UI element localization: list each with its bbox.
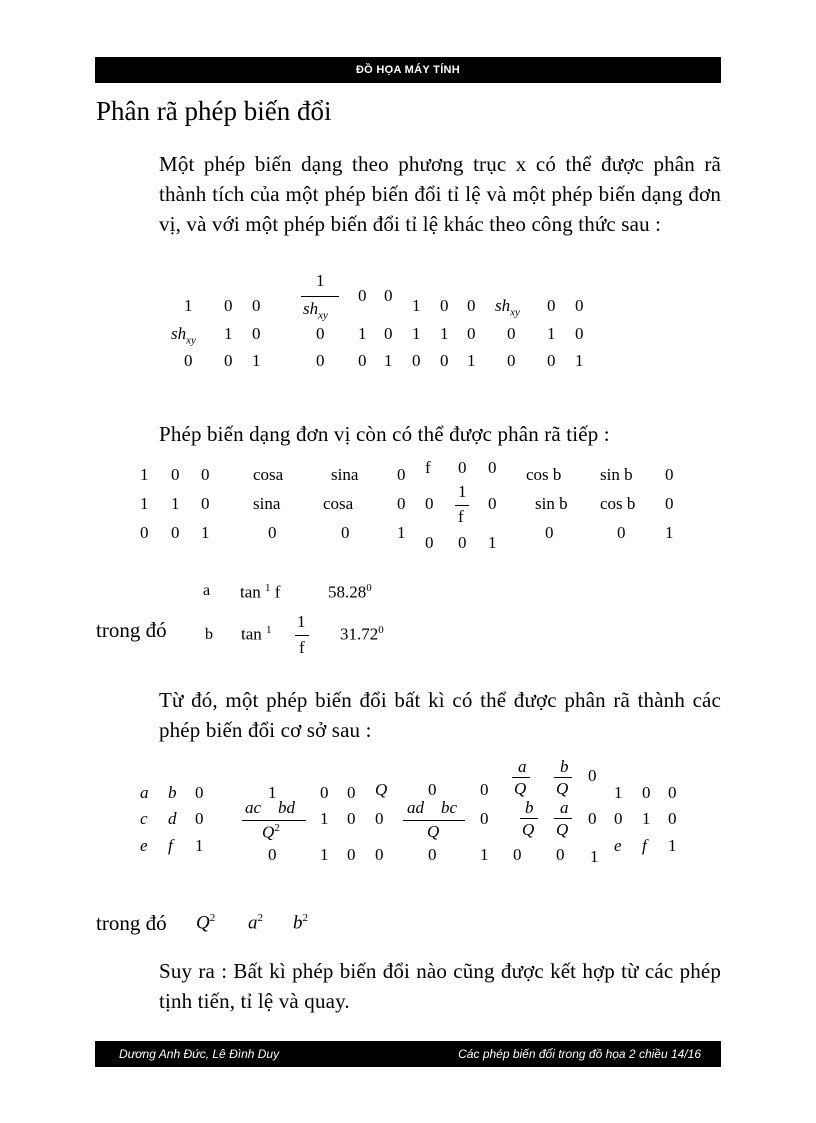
inverse-sup: 1	[265, 582, 271, 594]
m2-cell: 0	[358, 286, 367, 305]
m2-cell: 1	[320, 809, 329, 828]
m3-cell: 0	[480, 780, 489, 799]
m3-cell: 1	[412, 324, 421, 343]
fraction-bar	[295, 635, 309, 636]
exponent: 2	[302, 912, 308, 924]
beta-symbol: b	[205, 626, 213, 643]
m3-cell: f	[425, 458, 431, 477]
m1-cell: 0	[224, 351, 233, 370]
exponent: 2	[274, 822, 280, 834]
fraction-numerator: a	[560, 798, 569, 817]
page-header	[95, 57, 721, 83]
fraction-denominator: Q	[427, 822, 440, 841]
m2-cell: 0	[320, 783, 329, 802]
m4-cell: 0	[575, 324, 584, 343]
m3-cell: 0	[440, 351, 449, 370]
m2-cell: 0	[268, 523, 277, 542]
m3-cell: 1	[480, 845, 489, 864]
m5-cell: 0	[642, 783, 651, 802]
m4-cell: 1	[590, 847, 599, 866]
m5-cell: 0	[614, 809, 623, 828]
fraction-denominator: Q	[522, 820, 535, 839]
tan-arg: f	[274, 582, 281, 602]
m3-cell: 0	[458, 458, 467, 477]
paragraph-1: Một phép biến dạng theo phương trục x có thể được phân rã thành tích của một phép biến đổi tỉ lệ và một phép biến dạng đơn vị, và với một phép biến đổi tỉ lệ khác theo công thức sau :	[159, 152, 721, 236]
m1-cell: 1	[201, 523, 210, 542]
m1-cell: 1	[140, 465, 149, 484]
m5-cell: 1	[668, 836, 677, 855]
m4-cell	[495, 296, 520, 318]
paragraph-3: Từ đó, một phép biến đổi bất kì có thể được phân rã thành các phép biến đổi cơ sở sau :	[159, 688, 721, 742]
m2-cell: 0	[384, 286, 393, 305]
paragraph-2: Phép biến dạng đơn vị còn có thể được phân rã tiếp :	[159, 422, 610, 446]
m1-cell: 1	[171, 494, 180, 513]
m1-cell: 0	[224, 296, 233, 315]
fraction-bar	[554, 818, 572, 819]
m5-cell: 1	[614, 783, 623, 802]
m1-cell: 1	[184, 296, 193, 315]
m1-cell: 0	[171, 465, 180, 484]
m4-cell: sin b	[600, 465, 633, 484]
m2-cell: cosa	[253, 465, 284, 484]
xy-subscript: xy	[186, 334, 196, 347]
m3-cell: 0	[425, 533, 434, 552]
fraction-numerator: a	[518, 757, 527, 776]
m4-cell: 1	[575, 351, 584, 370]
m2-cell: 1	[320, 845, 329, 864]
m3-cell: 0	[425, 494, 434, 513]
m4-cell: 0	[665, 494, 674, 513]
alpha-value	[328, 582, 372, 603]
m2-cell: 0	[316, 351, 325, 370]
fraction-denominator	[262, 822, 280, 843]
m4-cell: 0	[588, 766, 597, 785]
m4-cell: 0	[507, 324, 516, 343]
m2-cell: 0	[384, 324, 393, 343]
m1-cell: 0	[140, 523, 149, 542]
m1-cell: d	[168, 809, 177, 828]
m4-cell: cos b	[600, 494, 636, 513]
m3-cell: 0	[412, 351, 421, 370]
m1-cell: 0	[201, 494, 210, 513]
m1-cell: 0	[201, 465, 210, 484]
m1-cell: 0	[171, 523, 180, 542]
sh-symbol: sh	[495, 296, 511, 315]
m1-cell: c	[140, 809, 148, 828]
b-symbol: b	[293, 912, 303, 934]
m3-cell: Q	[375, 780, 388, 799]
fraction-bar	[554, 777, 572, 778]
m2-cell: 0	[347, 845, 356, 864]
value: 31.72	[340, 624, 379, 644]
m3-cell: 0	[480, 809, 489, 828]
m2-cell: 0	[347, 783, 356, 802]
tan-fn: tan	[240, 582, 261, 602]
m3-cell: 1	[488, 533, 497, 552]
m4-cell: 0	[507, 351, 516, 370]
fraction-denominator: f	[458, 507, 464, 526]
tan-fn: tan	[241, 624, 262, 644]
m3-cell: 1	[467, 351, 476, 370]
m2-cell: cosa	[323, 494, 354, 513]
m1-cell: 1	[140, 494, 149, 513]
xy-subscript: xy	[318, 309, 328, 322]
m3-cell: 0	[375, 845, 384, 864]
m2-cell: 0	[347, 809, 356, 828]
degree: 0	[366, 582, 372, 594]
m1-cell: 0	[184, 351, 193, 370]
m3-cell: 0	[428, 845, 437, 864]
section-title: Phân rã phép biến đổi	[96, 96, 332, 126]
m2-cell: 1	[358, 324, 367, 343]
m4-cell: 0	[556, 845, 565, 864]
m4-cell: 1	[547, 324, 556, 343]
m3-cell: 0	[428, 780, 437, 799]
m1-cell: 0	[252, 324, 261, 343]
fraction-numerator: b	[560, 757, 569, 776]
m3-cell: 1	[440, 324, 449, 343]
fraction-denominator: Q	[556, 779, 569, 798]
m1-cell: 0	[252, 296, 261, 315]
value: 58.28	[328, 582, 367, 602]
m2-cell: sina	[253, 494, 281, 513]
m4-cell: 1	[665, 523, 674, 542]
footer-chapter: Các phép biến đổi trong đồ họa 2 chiều 14/16	[458, 1047, 701, 1061]
fraction-numerator: ac bd	[245, 798, 296, 817]
fraction-numerator: 1	[297, 612, 306, 631]
m3-cell: 0	[375, 809, 384, 828]
beta-value	[340, 624, 384, 645]
m2-cell: 0	[358, 351, 367, 370]
m2-cell: 0	[316, 324, 325, 343]
fraction-denominator: Q	[514, 779, 527, 798]
m2-cell: 1	[268, 783, 277, 802]
m5-cell: 1	[642, 809, 651, 828]
beta-tan	[241, 624, 272, 645]
fraction-bar	[520, 818, 538, 819]
m4-cell: cos b	[526, 465, 562, 484]
m1-cell: 1	[224, 324, 233, 343]
where-label-2: trong đó	[96, 911, 167, 935]
fraction-denominator: Q	[556, 820, 569, 839]
a-symbol: a	[248, 912, 258, 934]
m2-cell: 0	[268, 845, 277, 864]
fraction-numerator: ad bc	[407, 798, 458, 817]
m2-cell: 1	[397, 523, 406, 542]
xy-subscript: xy	[510, 306, 520, 319]
q-definition-a	[248, 912, 263, 934]
m5-cell: f	[642, 836, 647, 855]
where-label-1: trong đó	[96, 618, 167, 642]
sh-symbol: sh	[171, 324, 187, 343]
m3-cell: 1	[412, 296, 421, 315]
m4-cell: sin b	[535, 494, 568, 513]
m5-cell: 0	[668, 809, 677, 828]
m1-cell	[171, 324, 196, 346]
m3-cell: 0	[467, 324, 476, 343]
m2-cell: 1	[384, 351, 393, 370]
m3-cell: 0	[488, 458, 497, 477]
m1-cell: 0	[195, 783, 204, 802]
fraction-bar	[301, 296, 339, 297]
alpha-tan	[240, 582, 280, 603]
m3-cell: 0	[440, 296, 449, 315]
m2-cell: 0	[341, 523, 350, 542]
degree: 0	[378, 624, 384, 636]
fraction-numerator: 1	[316, 271, 325, 290]
m2-cell: 0	[397, 494, 406, 513]
exponent: 2	[209, 912, 216, 924]
footer-authors: Dương Anh Đức, Lê Đình Duy	[119, 1047, 280, 1061]
header-title: ĐỒ HỌA MÁY TÍNH	[355, 64, 461, 76]
m1-cell: a	[140, 783, 149, 802]
fraction-bar	[455, 505, 469, 506]
m1-cell: 1	[195, 836, 204, 855]
m1-cell: 1	[252, 351, 261, 370]
m1-cell: e	[140, 836, 148, 855]
m1-cell: f	[168, 836, 173, 855]
m4-cell: 0	[665, 465, 674, 484]
fraction-denominator: f	[299, 638, 305, 657]
page-footer	[95, 1041, 721, 1067]
q-definition-b	[293, 912, 308, 934]
m3-cell: 0	[458, 533, 467, 552]
fraction-denominator	[303, 299, 328, 321]
m5-cell: 0	[668, 783, 677, 802]
m4-cell: 0	[547, 351, 556, 370]
m3-cell: 0	[467, 296, 476, 315]
sh-symbol: sh	[303, 299, 319, 318]
fraction-bar	[403, 820, 465, 821]
m4-cell: 0	[617, 523, 626, 542]
m1-cell: b	[168, 783, 177, 802]
m4-cell: 0	[513, 845, 522, 864]
fraction-bar	[242, 820, 306, 821]
paragraph-4: Suy ra : Bất kì phép biến đổi nào cũng được kết hợp từ các phép tịnh tiến, tỉ lệ và quay.	[159, 959, 721, 1013]
inverse-sup: 1	[266, 624, 272, 636]
alpha-symbol: a	[203, 582, 211, 599]
m4-cell: 0	[545, 523, 554, 542]
Q-symbol: Q	[262, 822, 275, 842]
m5-cell: e	[614, 836, 622, 855]
Q-symbol: Q	[196, 912, 210, 934]
m4-cell: 0	[575, 296, 584, 315]
m3-cell: 0	[488, 494, 497, 513]
fraction-bar	[512, 777, 530, 778]
m4-cell: 0	[547, 296, 556, 315]
m2-cell: 0	[397, 465, 406, 484]
m2-cell: sina	[331, 465, 359, 484]
fraction-numerator: b	[525, 798, 534, 817]
fraction-numerator: 1	[458, 482, 467, 501]
m1-cell: 0	[195, 809, 204, 828]
m4-cell: 0	[588, 809, 597, 828]
exponent: 2	[257, 912, 263, 924]
q-definition	[196, 912, 215, 934]
